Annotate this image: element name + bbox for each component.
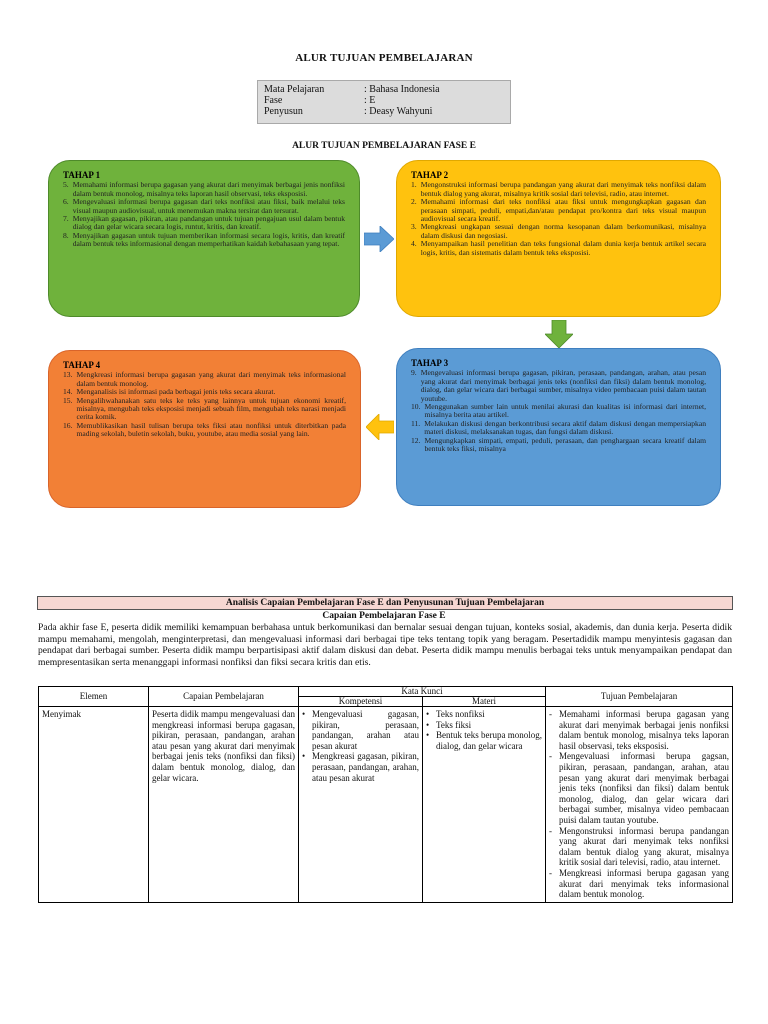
list-item-text: Mengonstruksi informasi berupa pandangan yang akurat dari menyimak teks nonfiksi dalam bentuk dialog yang akurat, misalnya kritik sosial dari televisi, radio, atau internet. [559, 825, 730, 868]
stage-item [411, 437, 706, 454]
stage-item-text: Menyajikan gagasan untuk tujuan memberikan informasi secara logis, kritis, dan kreatif dalam bentuk teks informasional dengan memperhatikan kaidah kebahasaan yang tepat. [72, 230, 345, 249]
list-item [426, 720, 542, 731]
list-item [549, 751, 729, 825]
info-value: : Deasy Wahyuni [364, 106, 433, 117]
stage-item-number: 2. [411, 197, 417, 207]
stage-4-box [48, 350, 361, 508]
stage-item-text: Menyampaikan hasil penelitian dan teks fungsional dalam dunia kerja bentuk artikel secara logis, kritis, dan sistematis dalam bentuk teks eksposisi. [420, 239, 706, 257]
stage-list [411, 181, 706, 257]
header-kata-kunci: Kata Kunci [299, 687, 546, 697]
analysis-header: Analisis Capaian Pembelajaran Fase E dan Penyusunan Tujuan Pembelajaran [37, 596, 733, 610]
stage-item-text: Melakukan diskusi dengan berkontribusi secara aktif dalam diskusi dengan mempersiapkan materi diskusi, melaksanakan tugas, dan fungsi dalam diskusi. [424, 418, 706, 437]
stage-item-text: Menganalisis isi informasi pada berbagai jenis teks secara akurat. [76, 387, 276, 397]
arrow-left-icon [366, 414, 394, 440]
stage-item [63, 181, 345, 198]
header-kompetensi: Kompetensi [299, 697, 423, 707]
stage-heading: TAHAP 3 [411, 358, 449, 368]
stage-3-box [396, 348, 721, 506]
stage-2-box [396, 160, 721, 317]
stage-item-number: 1. [411, 180, 417, 190]
stage-item [63, 397, 346, 422]
header-tujuan: Tujuan Pembelajaran [546, 687, 733, 707]
info-row-phase [264, 95, 504, 106]
info-label: Penyusun [264, 106, 303, 117]
stage-item-text: Mengungkapkan simpati, empati, peduli, perasaan, dan penghargaan secara kreatif dalam bentuk teks fiksi, misalnya [424, 435, 706, 454]
stage-item-text: Mengalihwahanakan satu teks ke teks yang lainnya untuk tujuan ekonomi kreatif, misalnya, mengubah teks eksposisi menjadi sebuah film, mengubah teks narasi menjadi cerita komik. [76, 395, 346, 422]
arrow-down-icon [545, 320, 573, 348]
cp-title: Capaian Pembelajaran Fase E [322, 611, 446, 621]
list-item-text: Teks nonfiksi [436, 709, 485, 719]
list-item [549, 709, 729, 751]
stage-item-number: 10. [411, 402, 421, 412]
stage-heading: TAHAP 2 [411, 170, 449, 180]
list-item [302, 751, 419, 783]
header-materi: Materi [423, 697, 546, 707]
stage-item-number: 11. [411, 418, 421, 428]
list-item [426, 730, 542, 751]
list-item-text: Teks fiksi [436, 719, 472, 730]
stage-item-text: Menggunakan sumber lain untuk menilai akurasi dan kualitas isi informasi dari internet, misalnya berita atau artikel. [424, 402, 706, 420]
stage-item-text: Mengkreasi informasi berupa gagasan yang akurat dari menyimak teks informasional dalam bentuk monolog. [76, 370, 346, 388]
stage-item-number: 12. [411, 435, 421, 445]
stage-item-text: Menyajikan gagasan, pikiran, atau pandangan untuk tujuan pengajuan usul dalam bentuk dialog dan gelar wicara secara logis, runtut, kritis, dan kreatif. [72, 214, 345, 232]
stage-item-text: Mengevaluasi informasi berupa gagasan dari teks nonfiksi atau fiksi, baik melalui teks visual maupun audiovisual, untuk menemukan makna tersirat dan tersurat. [72, 197, 345, 215]
stage-item-number: 15. [63, 395, 73, 405]
list-item-text: Mengevaluasi gagasan, pikiran, perasaan, pandangan, arahan atau pesan akurat [312, 709, 419, 751]
stage-item-number: 6. [63, 197, 69, 207]
table-header-row [39, 687, 733, 697]
info-label: Fase [264, 95, 283, 106]
bullet-marker: • [302, 751, 306, 762]
bullet-marker: - [549, 825, 553, 836]
stage-heading: TAHAP 1 [63, 170, 101, 180]
cell-elemen: Menyimak [39, 707, 149, 903]
list-item-text: Mengkreasi gagasan, pikiran, perasaan, pandangan, arahan, atau pesan akurat [312, 751, 419, 783]
stage-item [411, 181, 706, 198]
info-row-subject [264, 84, 504, 95]
stage-item-number: 14. [63, 387, 73, 397]
stage-item-text: Mengonstruksi informasi berupa pandangan yang akurat dari menyimak teks nonfiksi dalam bentuk dialog yang akurat, misalnya kritik sosial dari televisi, radio, atau internet. [420, 180, 706, 198]
bullet-marker: - [549, 709, 553, 719]
stage-item [63, 422, 346, 439]
list-item-text: Mengkreasi informasi berupa gagasan yang akurat dari menyimak teks informasional dalam bentuk monolog. [559, 867, 730, 900]
cell-kompetensi [299, 707, 423, 903]
list-item-text: Bentuk teks berupa monolog, dialog, dan gelar wicara [436, 730, 543, 751]
cp-paragraph: Pada akhir fase E, peserta didik memiliki kemampuan berbahasa untuk berkomunikasi dan bernalar sesuai dengan tujuan, konteks sosial, akademis, dan dunia kerja. Peserta didik mampu memahami, mengolah, menginterpretasi, dan mengevaluasi informasi dari berbagai tipe teks tentang topik yang beragam. Pesertadidik mampu menyintesis gagasan dan pendapat dari berbagai sumber. Peserta didik mampu berpartisipasi aktif dalam diskusi dan debat. Peserta didik mampu menulis berbagai teks untuk menyampaikan pendapat dan mempresentasikan serta menanggapi informasi nonfiksi dan fiksi secara kritis dan etis. [38, 622, 732, 668]
bullet-marker: • [426, 730, 430, 741]
stage-item [63, 232, 345, 249]
stage-item [63, 215, 345, 232]
stage-item [411, 240, 706, 257]
arrow-right-icon [364, 226, 394, 252]
stage-item-number: 4. [411, 239, 417, 249]
cell-tujuan [546, 707, 733, 903]
stage-heading: TAHAP 4 [63, 360, 101, 370]
cell-capaian: Peserta didik mampu mengevaluasi dan mengkreasi informasi berupa gagasan, pikiran, perasaan, pandangan, arahan atau pesan yang akurat dari menyimak berbagai jenis teks (nonfiksi dan fiksi) dalam bentuk monolog, dialog, dan gelar wicara. [149, 707, 299, 903]
info-row-author [264, 106, 504, 117]
list-item-text: Memahami informasi berupa gagasan yang akurat dari menyimak berbagai jenis nonfiksi dalam bentuk monolog, misalnya teks laporan hasil observasi, teks eksposisi. [559, 709, 730, 751]
document-title: ALUR TUJUAN PEMBELAJARAN [295, 52, 473, 64]
info-label: Mata Pelajaran [264, 84, 325, 95]
list-item-text: Mengevaluasi informasi berupa gagsan, pikiran, perasaan, pandangan, arahan, atau pesan yang akurat dari menyimak berbagai jenis teks (nonfiksi dan fiksi) dalam bentuk monolog, dialog, dan gelar wicara dari berbagai sumber, misalnya video pembacaan puisi dalam tautan youtube. [559, 751, 730, 825]
list-item [302, 709, 419, 751]
header-capaian: Capaian Pembelajaran [149, 687, 299, 707]
stage-item-number: 16. [63, 420, 73, 430]
stage-item [411, 198, 706, 223]
stage-item [411, 223, 706, 240]
stage-item [411, 420, 706, 437]
list-item [549, 826, 729, 868]
analysis-table [38, 686, 733, 903]
stage-item-text: Memublikasikan hasil tulisan berupa teks fiksi atau nonfiksi untuk diterbitkan pada mading sekolah, buletin sekolah, buku, youtube, atau media sosial yang lain. [76, 420, 346, 439]
stage-item-text: Mengkreasi ungkapan sesuai dengan norma kesopanan dalam berkomunikasi, misalnya dalam diskusi dan negosiasi. [420, 222, 706, 240]
bullet-marker: • [426, 719, 430, 730]
stage-item-number: 7. [63, 214, 69, 224]
stage-list [63, 181, 345, 248]
stage-item-text: Memahami informasi berupa gagasan yang akurat dari menyimak berbagai jenis nonfiksi dalam bentuk monolog, misalnya teks laporan hasil observasi, teks eksposisi. [72, 180, 345, 198]
stage-item [63, 371, 346, 388]
stage-item-number: 9. [411, 368, 417, 378]
info-value: : Bahasa Indonesia [364, 84, 440, 95]
stage-item-number: 5. [63, 180, 69, 190]
stage-item-number: 3. [411, 222, 417, 232]
table-row [39, 707, 733, 903]
stage-item [411, 369, 706, 403]
info-value: : E [364, 95, 376, 106]
stage-item [63, 198, 345, 215]
stage-item-text: Memahami informasi dari teks nonfiksi atau fiksi untuk mengungkapkan gagasan dan perasaan simpati, peduli, empati,dan/atau pendapat pro/kontra dari teks visual maupun audiovisual secara kreatif. [420, 197, 706, 224]
list-item [549, 868, 729, 900]
header-elemen: Elemen [39, 687, 149, 707]
info-box [257, 80, 511, 124]
stage-item [411, 403, 706, 420]
bullet-marker: • [426, 709, 430, 719]
bullet-marker: - [549, 867, 553, 878]
bullet-marker: • [302, 709, 306, 719]
cell-materi [423, 707, 546, 903]
list-item [426, 709, 542, 720]
stage-item-number: 13. [63, 370, 73, 380]
stage-list [63, 371, 346, 438]
stage-item-number: 8. [63, 230, 69, 240]
stage-1-box [48, 160, 360, 317]
stage-item-text: Mengevaluasi informasi berupa gagasan, pikiran, perasaan, pandangan, arahan, atau pesan yang akurat dari menyimak berbagai jenis teks (nonfiksi dan fiksi) dalam bentuk monolog, dialog, dan gelar wicara dari berbagai sumber, misalnya video pembacaan puisi dalam tautan youtube. [420, 368, 706, 403]
bullet-marker: - [549, 751, 553, 762]
stage-list [411, 369, 706, 453]
flow-subtitle: ALUR TUJUAN PEMBELAJARAN FASE E [292, 141, 476, 151]
